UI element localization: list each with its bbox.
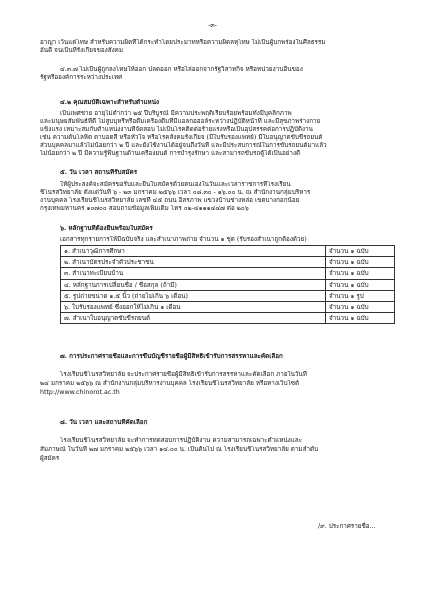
section-7-heading: ๗. การประกาศรายชื่อและการขึ้นบัญชีรายชื่อผู้มีสิทธิ์เข้ารับการสรรหาและคัดเลือก bbox=[60, 353, 283, 360]
section-4-2-line: แข็งแรง เหมาะสมกับตำแหน่งงานที่จัดสอบ ไม่เป็นโรคติดต่อร้ายแรงหรือเป็นอุปสรรคต่อการปฏิบัติงาน bbox=[40, 126, 313, 133]
document-item: ๓. สำเนาทะเบียนบ้าน bbox=[61, 268, 326, 279]
continuation-note: /๙. ประกาศรายชื่อ... bbox=[318, 523, 376, 530]
section-4-2-heading: ๔.๒ คุณสมบัติเฉพาะสำหรับตำแหน่ง bbox=[60, 99, 160, 106]
section-5-heading: ๕. วัน เวลา สถานที่รับสมัคร bbox=[60, 169, 138, 176]
section-4-2-line: และมนุษยสัมพันธ์ที่ดี ไม่สูบบุหรี่หรือดื่มเครื่องดื่มที่มีแอลกอฮอล์ระหว่างปฏิบัติหน้าที่ และมีสุขภาพร่างกาย bbox=[40, 118, 321, 125]
document-item: ๖. ใบรับรองแพทย์ ซึ่งออกให้ไม่เกิน ๑ เดือน bbox=[61, 301, 326, 312]
table-row bbox=[61, 268, 395, 279]
document-quantity: จำนวน ๑ รูป bbox=[326, 290, 395, 301]
table-row bbox=[61, 290, 395, 301]
table-row bbox=[61, 279, 395, 290]
document-quantity: จำนวน ๑ ฉบับ bbox=[326, 301, 395, 312]
document-item: ๗. สำเนาใบอนุญาตขับขี่รถยนต์ bbox=[61, 313, 326, 324]
document-quantity: จำนวน ๑ ฉบับ bbox=[326, 313, 395, 324]
section-8-line: โรงเรียนชิโนรสวิทยาลัย จะทำการทดสอบการปฏิบัติงาน ความสามารถเฉพาะตำแหน่งและ bbox=[60, 437, 303, 444]
section-4-2-line: ส่วนบุคคลมาแล้วไม่น้อยกว่า ๒ ปี และยังใช้งานได้อยู่จนถึงวันที่ และมีประสบการณ์ในการขับรถยนต์มาแล้ว bbox=[40, 142, 327, 149]
section-8-line: สัมภาษณ์ ในวันที่ ๒๗ มกราคม ๒๕๖๖ เวลา ๑๔.๐๐ น. เป็นต้นไป ณ โรงเรียนชิโนรสวิทยาลัย ตามลำดับ bbox=[40, 446, 319, 453]
intro-line: รัฐหรือองค์การระหว่างประเทศ bbox=[40, 74, 123, 81]
section-8-line: ผู้สมัคร bbox=[40, 455, 60, 462]
document-quantity: จำนวน ๑ ฉบับ bbox=[326, 257, 395, 268]
intro-line: อันดี จนเป็นที่รังเกียจของสังคม bbox=[40, 47, 124, 54]
table-row bbox=[61, 301, 395, 312]
school-website-link[interactable]: http://www.chinorot.ac.th bbox=[40, 389, 120, 396]
section-7-line: โรงเรียนชิโนรสวิทยาลัย จะประกาศรายชื่อผู้มีสิทธิ์เข้ารับการสรรหาและคัดเลือก ภายในวันที่ bbox=[60, 371, 307, 378]
table-row bbox=[61, 313, 395, 324]
document-quantity: จำนวน ๑ ฉบับ bbox=[326, 246, 395, 257]
section-4-2-line: เป็นเพศชาย อายุไม่ต่ำกว่า ๒๕ ปีบริบูรณ์ มีความประพฤติเรียบร้อยพร้อมทั้งมีบุคลิกภาพ bbox=[60, 110, 292, 117]
intro-line: ๔.๓.๗ ไม่เป็นผู้ถูกลงโทษให้ออก ปลดออก หรือไล่ออกจากรัฐวิสาหกิจ หรือหน่วยงานอื่นของ bbox=[60, 66, 303, 73]
document-item: ๒. สำเนาบัตรประจำตัวประชาชน bbox=[61, 257, 326, 268]
section-5-line: ให้ผู้ประสงค์จะสมัครขอรับและยื่นใบสมัครด้วยตนเองในวันและเวลาราชการที่โรงเรียน bbox=[60, 181, 291, 188]
document-item: ๑. สำเนาวุฒิการศึกษา bbox=[61, 246, 326, 257]
section-4-2-line: เช่น ความดันโลหิต ตาบอดสี หรือหัวใจ หรือโรคสังคมรังเกียจ (มีใบรับรองแพทย์) มีใบอนุญาตขับขี่รถยนต์ bbox=[40, 134, 323, 141]
section-5-line: งานบุคคล โรงเรียนชิโนรสวิทยาลัย เลขที่ ๔๕ ถนน อิสรภาพ แขวงบ้านช่างหล่อ เขตบางกอกน้อย bbox=[40, 197, 300, 204]
page-number: -๓- bbox=[208, 21, 217, 29]
table-row bbox=[61, 257, 395, 268]
documents-table bbox=[60, 245, 395, 324]
section-7-line: ๒๔ มกราคม ๒๕๖๖ ณ สำนักงานกลุ่มบริหารงานบุคคล โรงเรียนชิโนรสวิทยาลัย หรือทางเว็บไซต์ bbox=[40, 380, 300, 387]
section-5-line: กรุงเทพมหานคร ๑๐๗๐๐ สอบถามข้อมูลเพิ่มเติม โทร ๐๒-๔๑๑๑๔๔๗ ต่อ ๒๐๖ bbox=[40, 205, 249, 212]
section-6-heading: ๖. หลักฐานที่ต้องยื่นพร้อมใบสมัคร bbox=[60, 225, 153, 232]
section-8-heading: ๘. วัน เวลา และสถานที่คัดเลือก bbox=[60, 419, 148, 426]
table-row bbox=[61, 246, 395, 257]
document-quantity: จำนวน ๑ ฉบับ bbox=[326, 268, 395, 279]
intro-line: อาญา เว้นแต่โทษ สำหรับความผิดที่ได้กระทำโดยประมาทหรือความผิดลหุโทษ ไม่เป็นผู้บกพร่องในศีลธรรม bbox=[40, 39, 326, 46]
section-4-2-line: ไม่น้อยกว่า ๒ ปี มีความรู้พื้นฐานด้านเครื่องยนต์ การบำรุงรักษา และสามารถขับรถตู้ได้เป็นอย่างดี bbox=[40, 150, 301, 157]
document-item: ๔. หลักฐานการเปลี่ยนชื่อ / ชื่อสกุล (ถ้ามี) bbox=[61, 279, 326, 290]
document-item: ๕. รูปถ่ายขนาด ๑.๕ นิ้ว (ถ่ายไม่เกิน ๖ เดือน) bbox=[61, 290, 326, 301]
document-quantity: จำนวน ๑ ฉบับ bbox=[326, 279, 395, 290]
section-6-lead: เอกสารทุกรายการให้มีฉบับจริง และสำเนาภาพถ่าย จำนวน ๑ ชุด (รับรองสำเนาถูกต้องด้วย) bbox=[60, 236, 307, 243]
section-5-line: ชิโนรสวิทยาลัย ตั้งแต่วันที่ ๖ - ๒๓ มกราคม ๒๕๖๖ เวลา ๐๘.๓๐ - ๑๖.๐๐ น. ณ สำนักงานกลุ่มบริหาร bbox=[40, 189, 311, 196]
